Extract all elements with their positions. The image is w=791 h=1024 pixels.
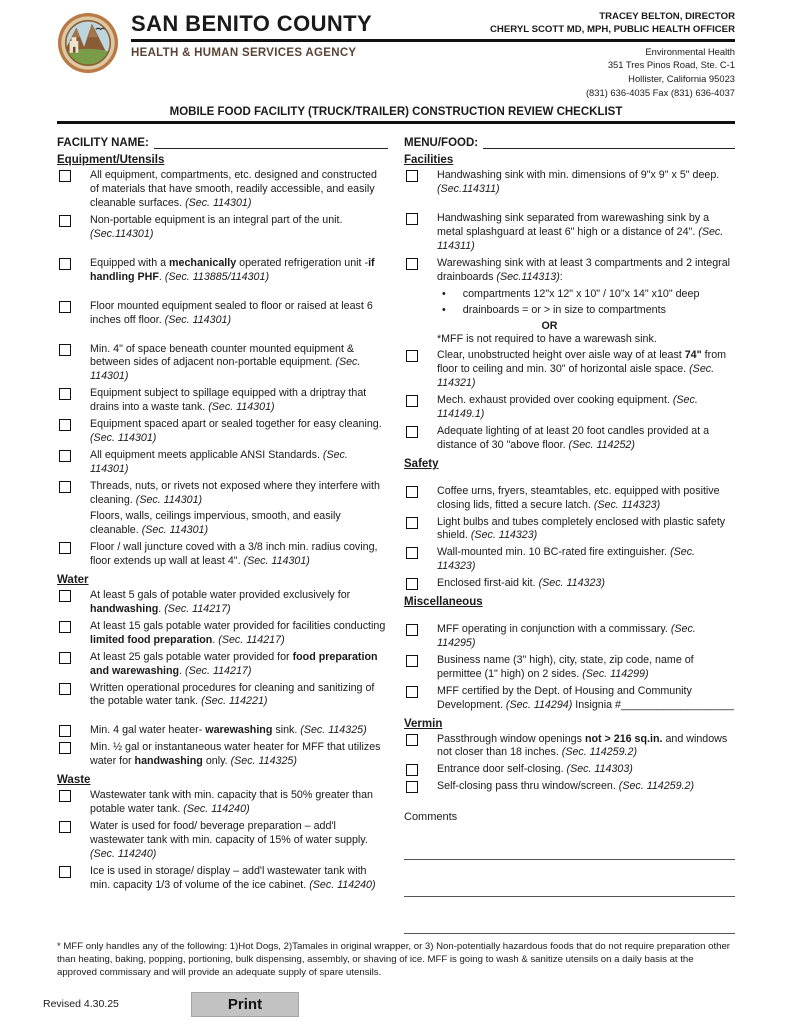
- checklist-item: [404, 685, 735, 713]
- checklist-item: [57, 589, 388, 617]
- comments-label: Comments: [404, 811, 458, 824]
- checklist-item-text: Non-portable equipment is an integral part of the unit. (Sec.114301): [90, 214, 343, 240]
- comment-line[interactable]: [404, 823, 735, 860]
- title-divider: [57, 121, 735, 124]
- checkbox[interactable]: [406, 624, 418, 636]
- checklist-item: [404, 333, 735, 347]
- checkbox[interactable]: [59, 542, 71, 554]
- checklist-item-text: At least 15 gals potable water provided for facilities conducting limited food preparation. (Sec. 114217): [90, 619, 386, 646]
- checklist-item: [404, 257, 735, 285]
- checklist-item: [404, 763, 735, 777]
- checklist-item: [404, 546, 735, 574]
- bullet-item: [442, 304, 735, 318]
- checkbox[interactable]: [59, 652, 71, 664]
- checklist-item-text: Entrance door self-closing. (Sec. 114303): [437, 763, 633, 776]
- checkbox-spacer: [406, 333, 418, 345]
- county-seal-logo: [57, 12, 119, 74]
- bullet-icon: •: [442, 303, 446, 316]
- bullet-item-text: compartments 12"x 12" x 10" / 10"x 14" x10" deep: [462, 287, 700, 300]
- checkbox[interactable]: [406, 781, 418, 793]
- checklist-item: [57, 620, 388, 648]
- checklist-item: [404, 516, 735, 544]
- address-line-1: 351 Tres Pinos Road, Ste. C-1: [607, 59, 735, 71]
- checklist-item: [57, 480, 388, 508]
- checklist-item: [57, 300, 388, 328]
- checklist-item-text: Floors, walls, ceilings impervious, smooth, and easily cleanable. (Sec. 114301): [90, 510, 341, 537]
- checkbox[interactable]: [59, 866, 71, 878]
- checklist-item-text: Wastewater tank with min. capacity that is 50% greater than potable water tank. (Sec. 114240): [90, 789, 373, 815]
- revised-date-label: Revised 4.30.25: [43, 998, 119, 1011]
- checkbox[interactable]: [406, 547, 418, 559]
- checklist-item: [57, 257, 388, 285]
- section-heading-waste: [57, 774, 388, 786]
- section-heading-equipment-utensils: [57, 154, 388, 166]
- checklist-item: [404, 733, 735, 761]
- checklist-item-text: Handwashing sink separated from warewashing sink by a metal splashguard at least 6" high or a distance of 24". (Sec. 114311): [437, 212, 724, 252]
- checklist-item-text: MFF certified by the Dept. of Housing and Community Development. (Sec. 114294) Insignia #___________________: [437, 684, 734, 711]
- print-button[interactable]: Print: [191, 992, 299, 1017]
- checklist-item-text: MFF operating in conjunction with a commissary. (Sec. 114295): [437, 623, 696, 649]
- checklist-item: [57, 865, 388, 893]
- checkbox[interactable]: [59, 790, 71, 802]
- section-heading-facilities: [404, 154, 735, 166]
- section-heading-text: Waste: [57, 774, 91, 787]
- checkbox[interactable]: [59, 742, 71, 754]
- address-block: [586, 45, 735, 100]
- checklist-item-text: All equipment, compartments, etc. designed and constructed of materials that have smooth, readily accessible, and easily cleanable surfaces. (Sec. 114301): [90, 169, 377, 210]
- checklist-item: [57, 682, 388, 710]
- checklist-item: [404, 780, 735, 794]
- address-line-2: Hollister, California 95023: [628, 73, 735, 85]
- menu-food-input-line[interactable]: [483, 135, 735, 149]
- checklist-item: [57, 387, 388, 415]
- section-heading-safety: [404, 458, 735, 470]
- checklist-item: [57, 510, 388, 538]
- checkbox[interactable]: [406, 655, 418, 667]
- checkbox[interactable]: [59, 419, 71, 431]
- bullet-item-text: drainboards = or > in size to compartments: [462, 303, 666, 316]
- checkbox[interactable]: [406, 578, 418, 590]
- checkbox[interactable]: [59, 683, 71, 695]
- checklist-item-text: Min. 4" of space beneath counter mounted equipment & between sides of adjacent non-portable equipment. (Sec. 114301): [90, 342, 361, 383]
- section-heading-water: [57, 574, 388, 586]
- county-name: SAN BENITO COUNTY: [131, 10, 373, 36]
- checklist-item-text: Threads, nuts, or rivets not exposed where they interfere with cleaning. (Sec. 114301): [90, 479, 380, 506]
- checklist-item: [57, 169, 388, 211]
- checklist-item-text: Mech. exhaust provided over cooking equipment. (Sec. 114149.1): [437, 394, 698, 421]
- checkbox[interactable]: [59, 821, 71, 833]
- phone-fax-line: (831) 636-4035 Fax (831) 636-4037: [585, 86, 735, 98]
- checklist-item: [57, 724, 388, 738]
- checklist-item-text: Equipped with a mechanically operated refrigeration unit -if handling PHF. (Sec. 113885/114301): [90, 256, 375, 283]
- checklist-item-text: Min. ½ gal or instantaneous water heater for MFF that utilizes water for handwashing only. (Sec. 114325): [90, 741, 381, 768]
- checklist-item-text: Business name (3" high), city, state, zip code, name of permittee (1" high) on 2 sides. (Sec. 114299): [437, 653, 694, 680]
- checklist-item: [404, 425, 735, 453]
- footnote-text: * MFF only handles any of the following: 1)Hot Dogs, 2)Tamales in original wrapper, or 3) Non-potentially hazardous foods that do not require preparation other than heating, baking, popping, portioning, bulk dispensing, assembly, or shaving of ice. MFF is going to wash & sanitize utensils on a daily basis at the approved commissary and will provide an adequate supply of spare utensils.: [57, 941, 730, 978]
- checklist-item-text: At least 25 gals potable water provided for food preparation and warewashing. (Sec. 114217): [90, 650, 378, 677]
- agency-name: HEALTH & HUMAN SERVICES AGENCY: [131, 46, 357, 59]
- checklist-item: [404, 485, 735, 513]
- comment-line[interactable]: [404, 897, 735, 934]
- checkbox[interactable]: [406, 517, 418, 529]
- checkbox[interactable]: [59, 481, 71, 493]
- section-heading-miscellaneous: [404, 596, 735, 608]
- health-officer-name: CHERYL SCOTT MD, MPH, PUBLIC HEALTH OFFICER: [490, 24, 735, 36]
- checklist-item-text: *MFF is not required to have a warewash sink.: [437, 332, 657, 345]
- checklist-item: [404, 654, 735, 682]
- checklist-item-text: Handwashing sink with min. dimensions of 9"x 9" x 5" deep. (Sec.114311): [437, 169, 720, 196]
- checkbox[interactable]: [59, 170, 71, 182]
- or-separator: OR: [541, 319, 558, 332]
- checklist-item-text: Floor mounted equipment sealed to floor or raised at least 6 inches off floor. (Sec. 114301): [90, 299, 373, 326]
- checkbox[interactable]: [59, 725, 71, 737]
- section-heading-text: Equipment/Utensils: [57, 154, 165, 167]
- checkbox[interactable]: [406, 486, 418, 498]
- checklist-item-text: Equipment subject to spillage equipped with a driptray that drains into a waste tank. (Sec. 114301): [90, 387, 367, 414]
- checklist-item: [404, 212, 735, 254]
- comment-line[interactable]: [404, 860, 735, 897]
- checklist-item: [404, 577, 735, 591]
- checkbox-spacer: [59, 510, 71, 522]
- checklist-item-text: Wall-mounted min. 10 BC-rated fire extinguisher. (Sec. 114323): [437, 546, 696, 573]
- checkbox[interactable]: [406, 170, 418, 182]
- checklist-item-text: Equipment spaced apart or sealed together for easy cleaning. (Sec. 114301): [90, 418, 382, 444]
- checklist-item-text: Light bulbs and tubes completely enclosed with plastic safety shield. (Sec. 114323): [437, 515, 726, 542]
- checklist-item-text: At least 5 gals of potable water provided exclusively for handwashing. (Sec. 114217): [90, 589, 351, 615]
- checkbox[interactable]: [59, 590, 71, 602]
- checklist-item-text: Floor / wall juncture coved with a 3/8 inch min. radius coving, floor extends up wall at least 4". (Sec. 114301): [90, 541, 378, 568]
- checklist-item-text: Ice is used in storage/ display – add'l wastewater tank with min. capacity 1/3 of volume of the ice cabinet. (Sec. 114240): [90, 864, 376, 891]
- facility-name-input-line[interactable]: [154, 135, 388, 149]
- menu-food-label: MENU/FOOD:: [404, 137, 479, 150]
- section-heading-text: Vermin: [404, 717, 443, 730]
- checklist-item-text: Passthrough window openings not > 216 sq.in. and windows not closer than 18 inches. (Sec. 114259.2): [437, 732, 728, 759]
- checkbox[interactable]: [406, 395, 418, 407]
- checklist-item: [57, 343, 388, 385]
- column-right: [404, 135, 735, 934]
- bullet-icon: •: [442, 287, 446, 300]
- checkbox[interactable]: [406, 426, 418, 438]
- checklist-item: [57, 789, 388, 817]
- checkbox[interactable]: [59, 388, 71, 400]
- section-heading-vermin: [404, 718, 735, 730]
- director-name: TRACEY BELTON, DIRECTOR: [599, 11, 735, 22]
- checklist-item: [57, 418, 388, 446]
- section-heading-text: Miscellaneous: [404, 596, 483, 609]
- checklist-item-text: Self-closing pass thru window/screen. (Sec. 114259.2): [437, 780, 695, 793]
- checkbox[interactable]: [59, 344, 71, 356]
- checklist-item-text: Min. 4 gal water heater- warewashing sink. (Sec. 114325): [90, 724, 367, 737]
- bullet-item: [442, 288, 735, 302]
- checklist-item-text: All equipment meets applicable ANSI Standards. (Sec. 114301): [90, 448, 348, 475]
- checklist-item: [404, 623, 735, 651]
- letterhead: [57, 10, 735, 99]
- checklist-item-text: Water is used for food/ beverage preparation – add'l wastewater tank with min. capacity of 15% of water supply. (Sec. 114240): [90, 819, 368, 860]
- checklist-item: [57, 541, 388, 569]
- checklist-item-text: Written operational procedures for cleaning and sanitizing of the potable water tank. (Sec. 114221): [90, 681, 375, 708]
- checkbox[interactable]: [59, 621, 71, 633]
- checklist-item-text: Coffee urns, fryers, steamtables, etc. equipped with positive closing lids, fitted a secure latch. (Sec. 114323): [437, 484, 720, 511]
- checkbox[interactable]: [59, 301, 71, 313]
- checklist-item-text: Enclosed first-aid kit. (Sec. 114323): [437, 577, 605, 590]
- checkbox[interactable]: [406, 350, 418, 362]
- checklist-item-text: Warewashing sink with at least 3 compartments and 2 integral drainboards (Sec.114313):: [437, 256, 731, 283]
- checkbox[interactable]: [59, 258, 71, 270]
- checklist-item: [57, 449, 388, 477]
- checkbox[interactable]: [406, 734, 418, 746]
- facility-name-label: FACILITY NAME:: [57, 137, 149, 150]
- checkbox[interactable]: [406, 258, 418, 270]
- checklist-item: [404, 349, 735, 391]
- checklist-item-text: Adequate lighting of at least 20 foot candles provided at a distance of 30 "above floor. (Sec. 114252): [437, 424, 710, 451]
- checkbox[interactable]: [406, 764, 418, 776]
- checklist-item: [57, 214, 388, 242]
- section-heading-text: Safety: [404, 457, 439, 470]
- department-name: Environmental Health: [645, 45, 735, 57]
- checklist-item: [57, 651, 388, 679]
- section-heading-text: Facilities: [404, 154, 454, 167]
- form-title: MOBILE FOOD FACILITY (TRUCK/TRAILER) CONSTRUCTION REVIEW CHECKLIST: [169, 106, 623, 119]
- checklist-item: [57, 820, 388, 862]
- checkbox[interactable]: [406, 686, 418, 698]
- checklist-item: [404, 394, 735, 422]
- checkbox[interactable]: [406, 213, 418, 225]
- column-left: [57, 135, 388, 934]
- checklist-item: [404, 169, 735, 197]
- checklist-item: [57, 741, 388, 769]
- section-heading-text: Water: [57, 574, 89, 587]
- checkbox[interactable]: [59, 450, 71, 462]
- checklist-item-text: Clear, unobstructed height over aisle way of at least 74" from floor to ceiling and min. 30" of horizontal aisle space. (Sec. 114321): [437, 349, 727, 390]
- checkbox[interactable]: [59, 215, 71, 227]
